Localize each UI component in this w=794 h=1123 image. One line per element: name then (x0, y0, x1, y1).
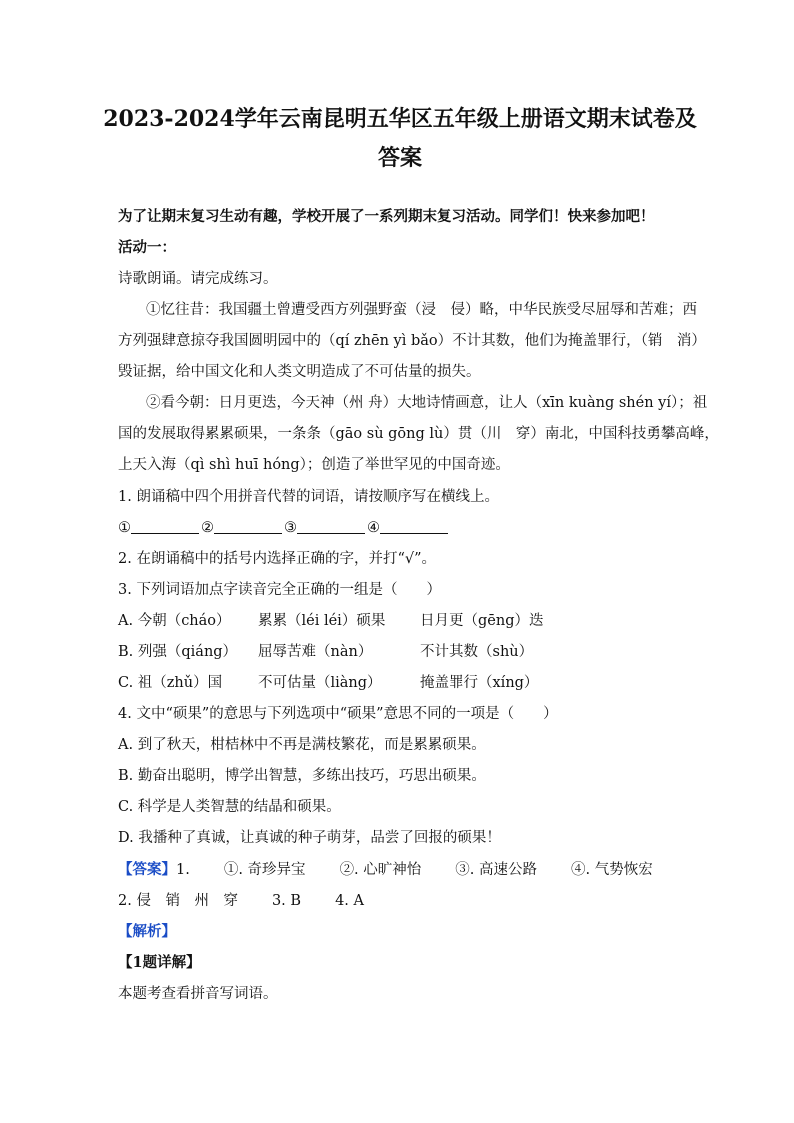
q4-option-d: D. 我播种了真诚，让真诚的种子萌芽，品尝了回报的硕果！ (118, 830, 501, 846)
blank-mark-2: ② (201, 520, 214, 536)
blank-mark-4: ④ (367, 520, 380, 536)
answer-line-1 (118, 860, 653, 880)
answer-1-word-3: ③. 高速公路 (455, 862, 537, 878)
option-a-item-1: A. 今朝（cháo） (118, 613, 231, 629)
option-b-item-2: 屈辱苦难（nàn） (258, 644, 373, 660)
answer-1-word-2: ②. 心旷神怡 (339, 862, 422, 878)
activity-heading: 活动一： (118, 239, 176, 256)
answer-line-2 (118, 891, 364, 911)
blank-mark-3: ③ (284, 520, 297, 536)
para2-line-3: 上天入海（qì shì huī hóng）；创造了举世罕见的中国奇迹。 (118, 457, 510, 473)
answer-blank-1 (131, 519, 199, 534)
detail-label: 【1题详解】 (118, 954, 201, 971)
option-b-item-3: 不计其数（shù） (420, 644, 534, 660)
analysis-label: 【解析】 (118, 923, 176, 940)
q3-option-b (118, 642, 533, 662)
page-title-line-1: 2023-2024学年云南昆明五华区五年级上册语文期末试卷及 (103, 106, 697, 132)
option-a-item-2: 累累（léi léi）硕果 (258, 613, 386, 629)
answer-2: 2. 侵 销 州 穿 (118, 893, 238, 909)
q3-option-c (118, 673, 538, 693)
question-4: 4. 文中“硕果”的意思与下列选项中“硕果”意思不同的一项是（ ） (118, 706, 558, 722)
answer-blank-4 (380, 519, 448, 534)
answer-1-number: 1. (176, 862, 190, 878)
para1-line-2: 方列强肆意掠夺我国圆明园中的（qí zhēn yì bǎo）不计其数，他们为掩盖罪行，（销 消） (118, 333, 706, 349)
detail-text: 本题考查看拼音写词语。 (118, 986, 278, 1002)
page-title-line-2: 答案 (377, 145, 422, 171)
answer-blank-3 (297, 519, 365, 534)
answer-1-word-1: ①. 奇珍异宝 (223, 862, 306, 878)
option-a-item-3: 日月更（gēng）迭 (420, 613, 544, 629)
para1-line-3: 毁证据，给中国文化和人类文明造成了不可估量的损失。 (118, 364, 481, 380)
question-2: 2. 在朗诵稿中的括号内选择正确的字，并打“√”。 (118, 551, 437, 567)
answer-label: 【答案】 (118, 861, 176, 878)
option-c-item-2: 不可估量（liàng） (258, 675, 382, 691)
para2-line-2: 国的发展取得累累硕果，一条条（gāo sù gōng lù）贯（川 穿）南北，中国科技勇攀高峰， (118, 426, 719, 442)
para1-line-1: ①忆往昔：我国疆土曾遭受西方列强野蛮（浸 侵）略，中华民族受尽屈辱和苦难；西 (146, 302, 697, 318)
task-text: 诗歌朗诵。请完成练习。 (118, 271, 278, 287)
q4-option-b: B. 勤奋出聪明，博学出智慧，多练出技巧，巧思出硕果。 (118, 768, 486, 784)
q4-option-c: C. 科学是人类智慧的结晶和硕果。 (118, 799, 341, 815)
question-1-blanks (118, 518, 450, 538)
question-1: 1. 朗诵稿中四个用拼音代替的词语，请按顺序写在横线上。 (118, 489, 499, 505)
answer-1-word-4: ④. 气势恢宏 (571, 862, 653, 878)
option-c-item-1: C. 祖（zhǔ）国 (118, 675, 223, 691)
blank-mark-1: ① (118, 520, 131, 536)
question-3: 3. 下列词语加点字读音完全正确的一组是（ ） (118, 582, 441, 598)
option-b-item-1: B. 列强（qiáng） (118, 644, 238, 660)
q3-option-a (118, 611, 543, 631)
q4-option-a: A. 到了秋天，柑桔林中不再是满枝繁花，而是累累硕果。 (118, 737, 486, 753)
answer-blank-2 (214, 519, 282, 534)
answer-4: 4. A (335, 893, 364, 909)
option-c-item-3: 掩盖罪行（xíng） (420, 675, 539, 691)
answer-3: 3. B (271, 893, 302, 909)
para2-line-1: ②看今朝：日月更迭，今天神（州 舟）大地诗情画意，让人（xīn kuàng shén yí）；祖 (146, 395, 708, 411)
intro-text: 为了让期末复习生动有趣，学校开展了一系列期末复习活动。同学们！快来参加吧！ (118, 208, 655, 225)
